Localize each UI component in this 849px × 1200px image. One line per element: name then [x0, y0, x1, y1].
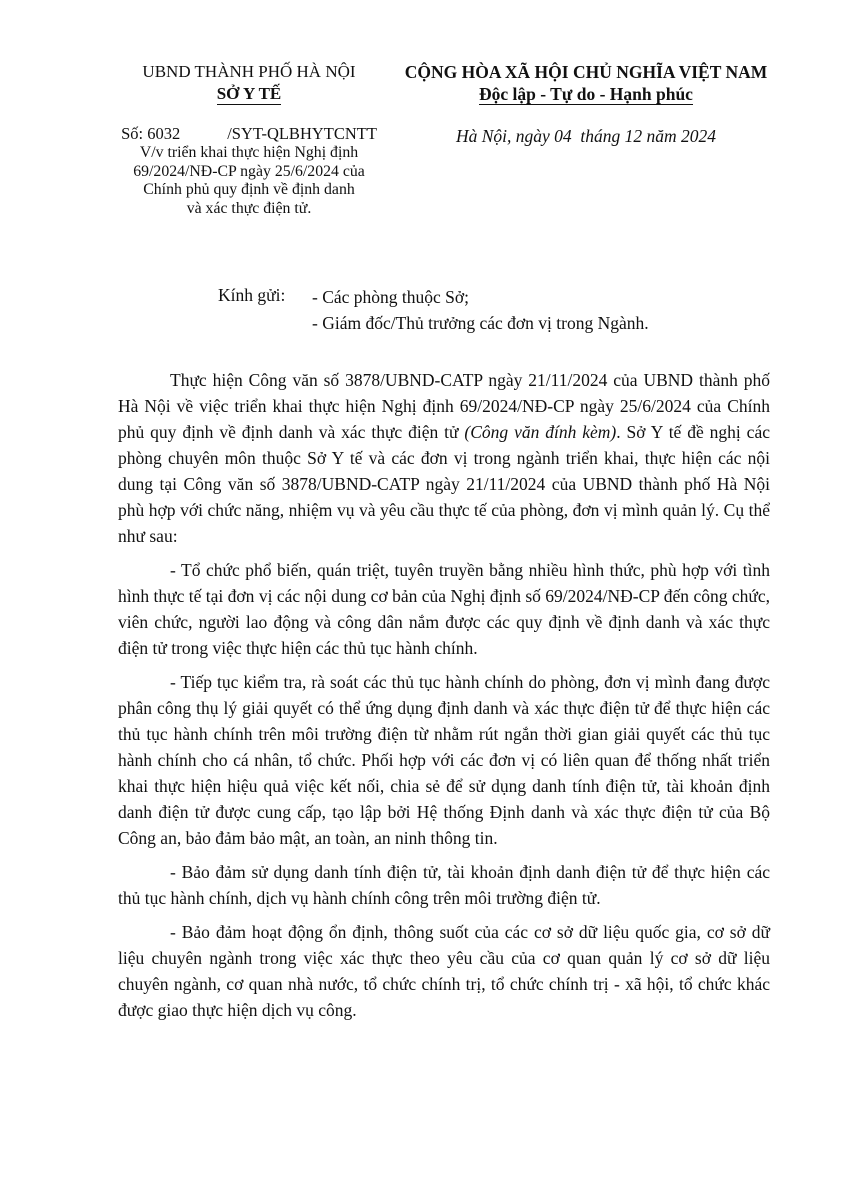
- recipient-item: - Giám đốc/Thủ trưởng các đơn vị trong Ngành.: [312, 313, 649, 333]
- intro-paragraph: [118, 367, 770, 549]
- national-title: CỘNG HÒA XÃ HỘI CHỦ NGHĨA VIỆT NAM: [404, 62, 768, 82]
- body-text: [118, 367, 770, 1031]
- recipients-list: [312, 284, 792, 336]
- subject-block: [118, 144, 380, 218]
- issuer-block: [118, 61, 380, 105]
- body-paragraph: - Tổ chức phổ biến, quán triệt, tuyên truyền bằng nhiều hình thức, phù hợp với tình hình thực tế tại đơn vị các nội dung cơ bản của Nghị định số 69/2024/NĐ-CP đến công chức, viên chức, người lao động và công dân nắm được các quy định về định danh và xác thực điện tử trong việc thực hiện các thủ tục hành chính.: [118, 560, 770, 658]
- intro-text: Thực hiện Công văn số 3878/UBND-CATP ngày 21/11/2024 của UBND thành phố Hà Nội về việc triển khai thực hiện Nghị định 69/2024/NĐ-CP ngày 25/6/2024 của Chính phủ quy định về định danh và xác thực điện tử: [118, 370, 770, 442]
- issuing-department: SỞ Y TẾ: [216, 84, 282, 103]
- doc-number-code: /SYT-QLBHYTCNTT: [227, 124, 377, 143]
- subject-line: 69/2024/NĐ-CP ngày 25/6/2024 của: [133, 162, 365, 180]
- recipients-label: Kính gửi:: [218, 285, 286, 305]
- doc-number-prefix: Số:: [121, 124, 144, 143]
- subject-line: và xác thực điện tử.: [186, 199, 312, 217]
- body-paragraph: - Bảo đảm hoạt động ổn định, thông suốt của các cơ sở dữ liệu quốc gia, cơ sở dữ liệu chuyên ngành trong việc xác thực theo yêu cầu của cơ quan quản lý cơ sở dữ liệu chuyên ngành, cơ quan nhà nước, tổ chức chính trị, tổ chức chính trị - xã hội, tổ chức khác được giao thực hiện dịch vụ công.: [118, 922, 770, 1020]
- subject-line: V/v triển khai thực hiện Nghị định: [139, 144, 359, 161]
- body-paragraph: - Tiếp tục kiểm tra, rà soát các thủ tục hành chính do phòng, đơn vị mình đang được phân công thụ lý giải quyết có thể ứng dụng định danh và xác thực điện tử để thực hiện các thủ tục hành chính trên môi trường điện từ nhằm rút ngắn thời gian giải quyết các thủ tục hành chính cho cá nhân, tổ chức. Phối hợp với các đơn vị có liên quan để thống nhất triển khai thực hiện hiệu quả việc kết nối, chia sẻ để sử dụng danh tính điện tử, tài khoản định danh điện tử được cung cấp, tạo lập bởi Hệ thống Định danh và xác thực điện tử của Bộ Công an, bảo đảm bảo mật, an toàn, an ninh thông tin.: [118, 672, 770, 848]
- document-number: [118, 124, 380, 144]
- body-paragraph: - Bảo đảm sử dụng danh tính điện tử, tài khoản định danh điện tử để thực hiện các thủ tục hành chính, dịch vụ hành chính công trên môi trường điện tử.: [118, 862, 770, 908]
- recipient-item: - Các phòng thuộc Sở;: [312, 287, 470, 307]
- attachment-note: (Công văn đính kèm): [464, 422, 617, 442]
- national-header: [380, 61, 792, 105]
- intro-text-continued: . Sở Y tế đề nghị các phòng chuyên môn thuộc Sở Y tế và các đơn vị trong ngành triển khai, thực hiện các nội dung tại Công văn số 3878/UBND-CATP ngày 21/11/2024 của UBND thành phố Hà Nội phù hợp với chức năng, nhiệm vụ và yêu cầu thực tế của phòng, đơn vị mình quản lý. Cụ thể như sau:: [118, 422, 770, 546]
- place-date: Hà Nội, ngày 04 tháng 12 năm 2024: [455, 126, 717, 146]
- subject-line: Chính phủ quy định về định danh: [143, 181, 355, 199]
- national-motto: Độc lập - Tự do - Hạnh phúc: [479, 84, 693, 104]
- doc-number-value: 6032: [147, 124, 181, 143]
- issuing-agency: UBND THÀNH PHỐ HÀ NỘI: [142, 62, 356, 81]
